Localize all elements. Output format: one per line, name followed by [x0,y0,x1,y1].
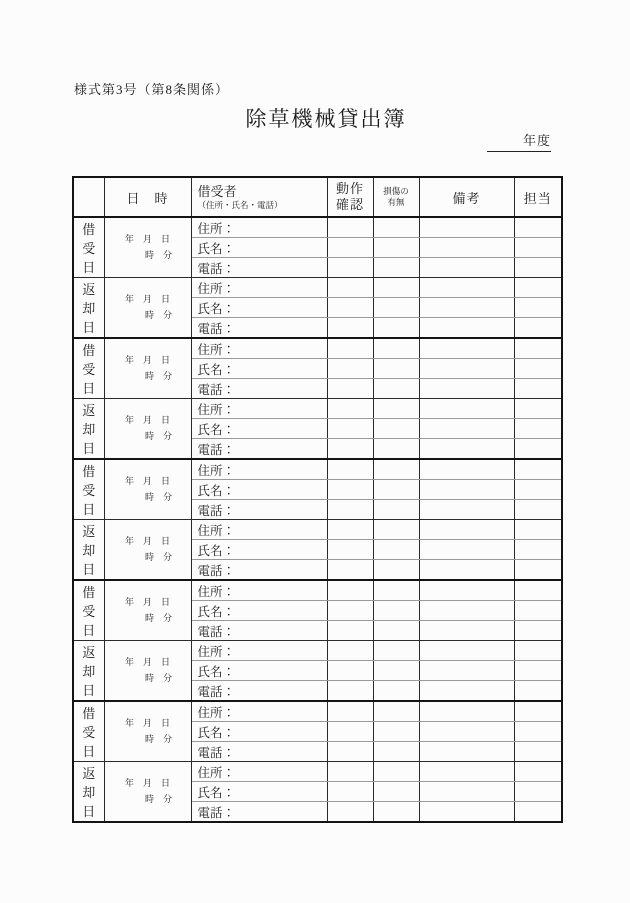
remarks-cell[interactable] [419,500,514,520]
address-field[interactable]: 住所： [191,338,327,359]
operation-check-cell[interactable] [327,782,373,802]
phone-field[interactable]: 電話： [191,681,327,702]
vertical-label [74,763,104,821]
datetime-line2: 時 分 [144,371,172,381]
damage-cell[interactable] [373,742,419,762]
operation-check-cell[interactable] [327,540,373,560]
return-date-label [73,399,104,460]
damage-cell[interactable] [373,601,419,621]
datetime-line2: 時 分 [144,673,172,683]
remarks-cell[interactable] [419,419,514,439]
phone-field[interactable]: 電話： [191,560,327,581]
borrow-date-label [73,338,104,399]
return-row [73,278,562,298]
staff-cell[interactable] [514,318,562,339]
vertical-label-char: 受 [82,241,96,256]
address-field[interactable]: 住所： [191,701,327,722]
datetime-template [105,461,191,519]
vertical-label-char: 日 [82,744,96,760]
datetime-line2: 時 分 [144,613,172,623]
staff-cell[interactable] [514,217,562,238]
remarks-cell[interactable] [419,802,514,823]
phone-field[interactable]: 電話： [191,742,327,762]
vertical-label-char: 借 [82,221,96,237]
operation-check-cell[interactable] [327,318,373,339]
datetime-input-cell[interactable] [104,338,191,399]
operation-check-cell[interactable] [327,217,373,238]
staff-cell[interactable] [514,480,562,500]
damage-cell[interactable] [373,681,419,702]
staff-cell[interactable] [514,782,562,802]
datetime-line1: 年 月 日 [124,294,170,304]
vertical-label-char: 受 [82,604,96,619]
vertical-label [74,340,104,398]
remarks-cell[interactable] [419,459,514,480]
vertical-label-char: 受 [82,725,96,740]
staff-cell[interactable] [514,681,562,702]
datetime-template [105,763,191,821]
name-field[interactable]: 氏名： [191,782,327,802]
staff-cell[interactable] [514,540,562,560]
datetime-line2: 時 分 [144,794,172,804]
operation-check-cell[interactable] [327,601,373,621]
vertical-label-char: 却 [82,422,96,437]
damage-cell[interactable] [373,439,419,460]
remarks-cell[interactable] [419,238,514,258]
header-damage-line1: 損傷の [383,186,409,196]
operation-check-cell[interactable] [327,480,373,500]
datetime-template [105,219,191,277]
staff-cell[interactable] [514,560,562,581]
address-field[interactable]: 住所： [191,399,327,419]
datetime-input-cell[interactable] [104,459,191,520]
vertical-label [74,400,104,458]
name-field[interactable]: 氏名： [191,661,327,681]
borrow-date-label [73,459,104,520]
vertical-label-char: 借 [82,705,96,721]
operation-check-cell[interactable] [327,399,373,419]
remarks-cell[interactable] [419,278,514,298]
header-datetime: 日 時 [104,177,191,217]
fiscal-year-blank[interactable] [495,144,523,145]
header-borrower-title: 借受者 [197,183,237,199]
operation-check-cell[interactable] [327,500,373,520]
return-date-label [73,762,104,823]
remarks-cell[interactable] [419,520,514,540]
datetime-input-cell[interactable] [104,217,191,278]
staff-cell[interactable] [514,258,562,278]
vertical-label-char: 日 [82,502,96,518]
remarks-cell[interactable] [419,379,514,399]
page-title: 除草機械貸出簿 [245,107,407,131]
damage-cell[interactable] [373,318,419,339]
datetime-line1: 年 月 日 [124,778,170,788]
fiscal-year-label: 年度 [522,133,551,148]
datetime-template [105,279,191,337]
datetime-input-cell[interactable] [104,701,191,762]
damage-cell[interactable] [373,500,419,520]
datetime-input-cell[interactable] [104,520,191,581]
vertical-label-char: 日 [82,441,96,457]
remarks-cell[interactable] [419,439,514,460]
lending-register-table [72,176,563,823]
phone-field[interactable]: 電話： [191,258,327,278]
vertical-label-char: 返 [82,523,96,539]
vertical-label-char: 返 [82,402,96,418]
header-borrower-subtitle: （住所・氏名・電話） [197,199,283,210]
borrow-row [73,459,562,480]
remarks-cell[interactable] [419,318,514,339]
vertical-label-char: 借 [82,584,96,600]
datetime-input-cell[interactable] [104,399,191,460]
header-operation-check-line1: 動作 [335,181,364,196]
datetime-template [105,703,191,761]
damage-cell[interactable] [373,217,419,238]
staff-cell[interactable] [514,298,562,318]
remarks-cell[interactable] [419,217,514,238]
operation-check-cell[interactable] [327,439,373,460]
vertical-label [74,582,104,640]
remarks-cell[interactable] [419,742,514,762]
vertical-label-char: 返 [82,644,96,660]
remarks-cell[interactable] [419,560,514,581]
operation-check-cell[interactable] [327,701,373,722]
vertical-label-char: 日 [82,562,96,578]
damage-cell[interactable] [373,278,419,298]
remarks-cell[interactable] [419,661,514,681]
damage-cell[interactable] [373,258,419,278]
datetime-line2: 時 分 [144,431,172,441]
datetime-template [105,340,191,398]
borrow-date-label [73,580,104,641]
phone-field[interactable]: 電話： [191,621,327,641]
operation-check-cell[interactable] [327,661,373,681]
vertical-label-char: 日 [82,320,96,336]
damage-cell[interactable] [373,722,419,742]
vertical-label [74,279,104,337]
fiscal-year-field [487,130,551,152]
operation-check-cell[interactable] [327,580,373,601]
damage-cell[interactable] [373,641,419,661]
vertical-label-char: 却 [82,785,96,800]
operation-check-cell[interactable] [327,338,373,359]
header-operation-check [327,177,373,217]
staff-cell[interactable] [514,802,562,823]
datetime-template [105,521,191,579]
phone-field[interactable]: 電話： [191,802,327,823]
staff-cell[interactable] [514,278,562,298]
return-date-label [73,641,104,702]
header-damage [373,177,419,217]
vertical-label [74,703,104,761]
operation-check-cell[interactable] [327,459,373,480]
borrow-row [73,701,562,722]
damage-cell[interactable] [373,762,419,782]
address-field[interactable]: 住所： [191,580,327,601]
remarks-cell[interactable] [419,762,514,782]
staff-cell[interactable] [514,419,562,439]
borrow-date-label [73,217,104,278]
name-field[interactable]: 氏名： [191,722,327,742]
operation-check-cell[interactable] [327,379,373,399]
operation-check-cell[interactable] [327,520,373,540]
datetime-line2: 時 分 [144,310,172,320]
remarks-cell[interactable] [419,298,514,318]
datetime-line2: 時 分 [144,552,172,562]
vertical-label-char: 却 [82,301,96,316]
return-date-label [73,278,104,339]
datetime-template [105,582,191,640]
vertical-label-char: 却 [82,543,96,558]
datetime-line1: 年 月 日 [124,657,170,667]
vertical-label-char: 返 [82,281,96,297]
address-field[interactable]: 住所： [191,641,327,661]
borrow-row [73,217,562,238]
return-row [73,520,562,540]
remarks-cell[interactable] [419,480,514,500]
operation-check-cell[interactable] [327,681,373,702]
remarks-cell[interactable] [419,359,514,379]
borrow-date-label [73,701,104,762]
datetime-line2: 時 分 [144,734,172,744]
header-damage-line2: 有無 [387,197,405,207]
address-field[interactable]: 住所： [191,217,327,238]
header-remarks: 備考 [419,177,514,217]
staff-cell[interactable] [514,661,562,681]
staff-cell[interactable] [514,520,562,540]
staff-cell[interactable] [514,359,562,379]
damage-cell[interactable] [373,238,419,258]
damage-cell[interactable] [373,802,419,823]
damage-cell[interactable] [373,701,419,722]
return-date-label [73,520,104,581]
datetime-input-cell[interactable] [104,580,191,641]
remarks-cell[interactable] [419,540,514,560]
staff-cell[interactable] [514,439,562,460]
damage-cell[interactable] [373,419,419,439]
vertical-label [74,461,104,519]
damage-cell[interactable] [373,399,419,419]
operation-check-cell[interactable] [327,298,373,318]
remarks-cell[interactable] [419,701,514,722]
datetime-line1: 年 月 日 [124,476,170,486]
table-header-row [73,177,562,217]
remarks-cell[interactable] [419,621,514,641]
datetime-line2: 時 分 [144,492,172,502]
borrow-row [73,580,562,601]
datetime-line1: 年 月 日 [124,234,170,244]
operation-check-cell[interactable] [327,621,373,641]
operation-check-cell[interactable] [327,762,373,782]
phone-field[interactable]: 電話： [191,318,327,339]
operation-check-cell[interactable] [327,641,373,661]
vertical-label-char: 受 [82,483,96,498]
staff-cell[interactable] [514,641,562,661]
return-row [73,399,562,419]
operation-check-cell[interactable] [327,722,373,742]
damage-cell[interactable] [373,379,419,399]
staff-cell[interactable] [514,379,562,399]
vertical-label [74,521,104,579]
staff-cell[interactable] [514,762,562,782]
name-field[interactable]: 氏名： [191,359,327,379]
damage-cell[interactable] [373,520,419,540]
name-field[interactable]: 氏名： [191,238,327,258]
header-corner-cell [73,177,104,217]
remarks-cell[interactable] [419,722,514,742]
damage-cell[interactable] [373,359,419,379]
datetime-line2: 時 分 [144,250,172,260]
staff-cell[interactable] [514,459,562,480]
damage-cell[interactable] [373,459,419,480]
phone-field[interactable]: 電話： [191,439,327,460]
damage-cell[interactable] [373,540,419,560]
remarks-cell[interactable] [419,258,514,278]
remarks-cell[interactable] [419,601,514,621]
name-field[interactable]: 氏名： [191,419,327,439]
address-field[interactable]: 住所： [191,278,327,298]
staff-cell[interactable] [514,601,562,621]
operation-check-cell[interactable] [327,802,373,823]
vertical-label [74,219,104,277]
datetime-line1: 年 月 日 [124,415,170,425]
operation-check-cell[interactable] [327,560,373,581]
remarks-cell[interactable] [419,782,514,802]
name-field[interactable]: 氏名： [191,298,327,318]
operation-check-cell[interactable] [327,258,373,278]
datetime-input-cell[interactable] [104,762,191,823]
vertical-label-char: 日 [82,381,96,397]
return-row [73,641,562,661]
damage-cell[interactable] [373,298,419,318]
vertical-label-char: 借 [82,342,96,358]
operation-check-cell[interactable] [327,359,373,379]
address-field[interactable]: 住所： [191,762,327,782]
staff-cell[interactable] [514,621,562,641]
datetime-line1: 年 月 日 [124,536,170,546]
staff-cell[interactable] [514,238,562,258]
register-table-body [73,217,562,822]
header-staff: 担当 [514,177,562,217]
datetime-template [105,400,191,458]
staff-cell[interactable] [514,701,562,722]
vertical-label-char: 借 [82,463,96,479]
datetime-input-cell[interactable] [104,278,191,339]
address-field[interactable]: 住所： [191,459,327,480]
datetime-input-cell[interactable] [104,641,191,702]
damage-cell[interactable] [373,560,419,581]
staff-cell[interactable] [514,580,562,601]
remarks-cell[interactable] [419,338,514,359]
staff-cell[interactable] [514,399,562,419]
vertical-label-char: 日 [82,683,96,699]
phone-field[interactable]: 電話： [191,379,327,399]
staff-cell[interactable] [514,722,562,742]
datetime-line1: 年 月 日 [124,718,170,728]
datetime-line1: 年 月 日 [124,597,170,607]
vertical-label [74,642,104,700]
datetime-template [105,642,191,700]
vertical-label-char: 日 [82,623,96,639]
staff-cell[interactable] [514,500,562,520]
address-field[interactable]: 住所： [191,520,327,540]
damage-cell[interactable] [373,661,419,681]
datetime-line1: 年 月 日 [124,355,170,365]
damage-cell[interactable] [373,621,419,641]
operation-check-cell[interactable] [327,238,373,258]
vertical-label-char: 却 [82,664,96,679]
phone-field[interactable]: 電話： [191,500,327,520]
remarks-cell[interactable] [419,641,514,661]
header-operation-check-line2: 確認 [335,197,364,212]
borrow-row [73,338,562,359]
operation-check-cell[interactable] [327,742,373,762]
vertical-label-char: 日 [82,260,96,276]
name-field[interactable]: 氏名： [191,480,327,500]
name-field[interactable]: 氏名： [191,601,327,621]
form-number: 様式第3号（第8条関係） [74,82,230,97]
return-row [73,762,562,782]
operation-check-cell[interactable] [327,419,373,439]
damage-cell[interactable] [373,580,419,601]
damage-cell[interactable] [373,338,419,359]
damage-cell[interactable] [373,480,419,500]
vertical-label-char: 日 [82,804,96,820]
operation-check-cell[interactable] [327,278,373,298]
vertical-label-char: 受 [82,362,96,377]
damage-cell[interactable] [373,782,419,802]
vertical-label-char: 返 [82,765,96,781]
header-borrower [191,177,327,217]
remarks-cell[interactable] [419,580,514,601]
remarks-cell[interactable] [419,399,514,419]
remarks-cell[interactable] [419,681,514,702]
name-field[interactable]: 氏名： [191,540,327,560]
staff-cell[interactable] [514,742,562,762]
staff-cell[interactable] [514,338,562,359]
